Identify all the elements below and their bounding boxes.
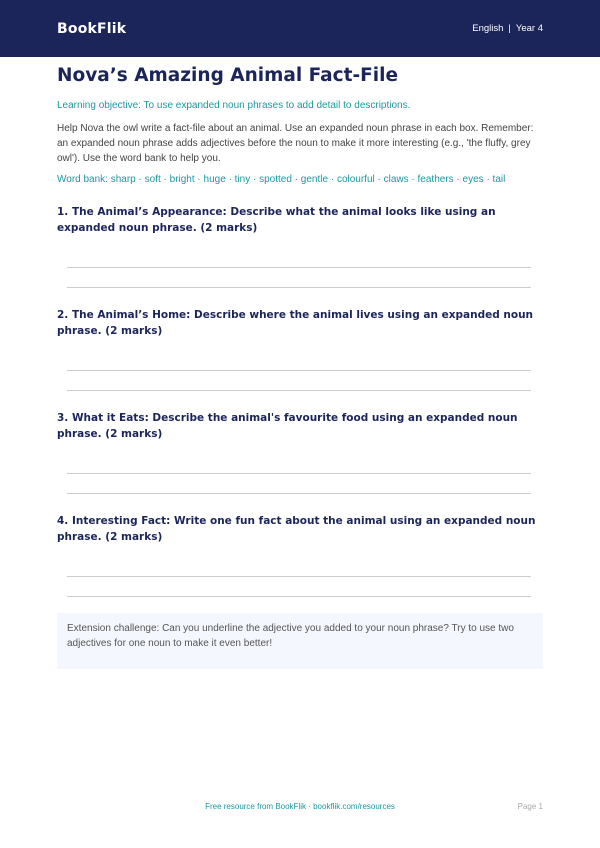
worksheet-content xyxy=(57,65,543,669)
answer-line[interactable] xyxy=(67,576,531,577)
footer-credit-link[interactable]: Free resource from BookFlik · bookflik.com/resources xyxy=(205,802,395,811)
learning-objective: Learning objective: To use expanded noun phrases to add detail to descriptions. xyxy=(57,100,411,111)
answer-line[interactable] xyxy=(67,493,531,494)
header-meta xyxy=(472,23,543,34)
year-label: Year 4 xyxy=(515,23,543,34)
answer-line[interactable] xyxy=(67,287,531,288)
page-number: Page 1 xyxy=(517,802,543,811)
question-3 xyxy=(57,411,543,514)
answer-line[interactable] xyxy=(67,370,531,371)
question-4 xyxy=(57,514,543,617)
question-text: 2. The Animal’s Home: Describe where the animal lives using an expanded noun phrase. (2 marks) xyxy=(57,309,534,337)
question-1 xyxy=(57,205,543,308)
question-text: 1. The Animal’s Appearance: Describe what the animal looks like using an expanded noun phrase. (2 marks) xyxy=(57,206,496,234)
answer-line[interactable] xyxy=(67,596,531,597)
question-text: 4. Interesting Fact: Write one fun fact about the animal using an expanded noun phrase. (2 marks) xyxy=(57,515,536,543)
extension-challenge: Extension challenge: Can you underline the adjective you added to your noun phrase? Try to use two adjectives for one noun to make it even better! xyxy=(57,613,543,669)
brand-logo[interactable]: BookFlik xyxy=(57,20,127,37)
answer-line[interactable] xyxy=(67,390,531,391)
answer-line[interactable] xyxy=(67,267,531,268)
header-bar xyxy=(0,0,600,57)
word-bank: Word bank: sharp · soft · bright · huge · tiny · spotted · gentle · colourful · claws · feathers · eyes · tail xyxy=(57,174,506,186)
meta-separator: | xyxy=(508,23,511,34)
answer-line[interactable] xyxy=(67,473,531,474)
question-text: 3. What it Eats: Describe the animal's favourite food using an expanded noun phrase. (2 marks) xyxy=(57,412,518,440)
instructions: Help Nova the owl write a fact-file about an animal. Use an expanded noun phrase in each box. Remember: an expanded noun phrase adds adjectives before the noun to make it more interesting (e.g., 'the fluffy, grey owl'). Use the word bank to help you. xyxy=(57,123,534,164)
page-title: Nova’s Amazing Animal Fact-File xyxy=(57,65,399,86)
subject-label: English xyxy=(472,23,504,34)
question-2 xyxy=(57,308,543,411)
